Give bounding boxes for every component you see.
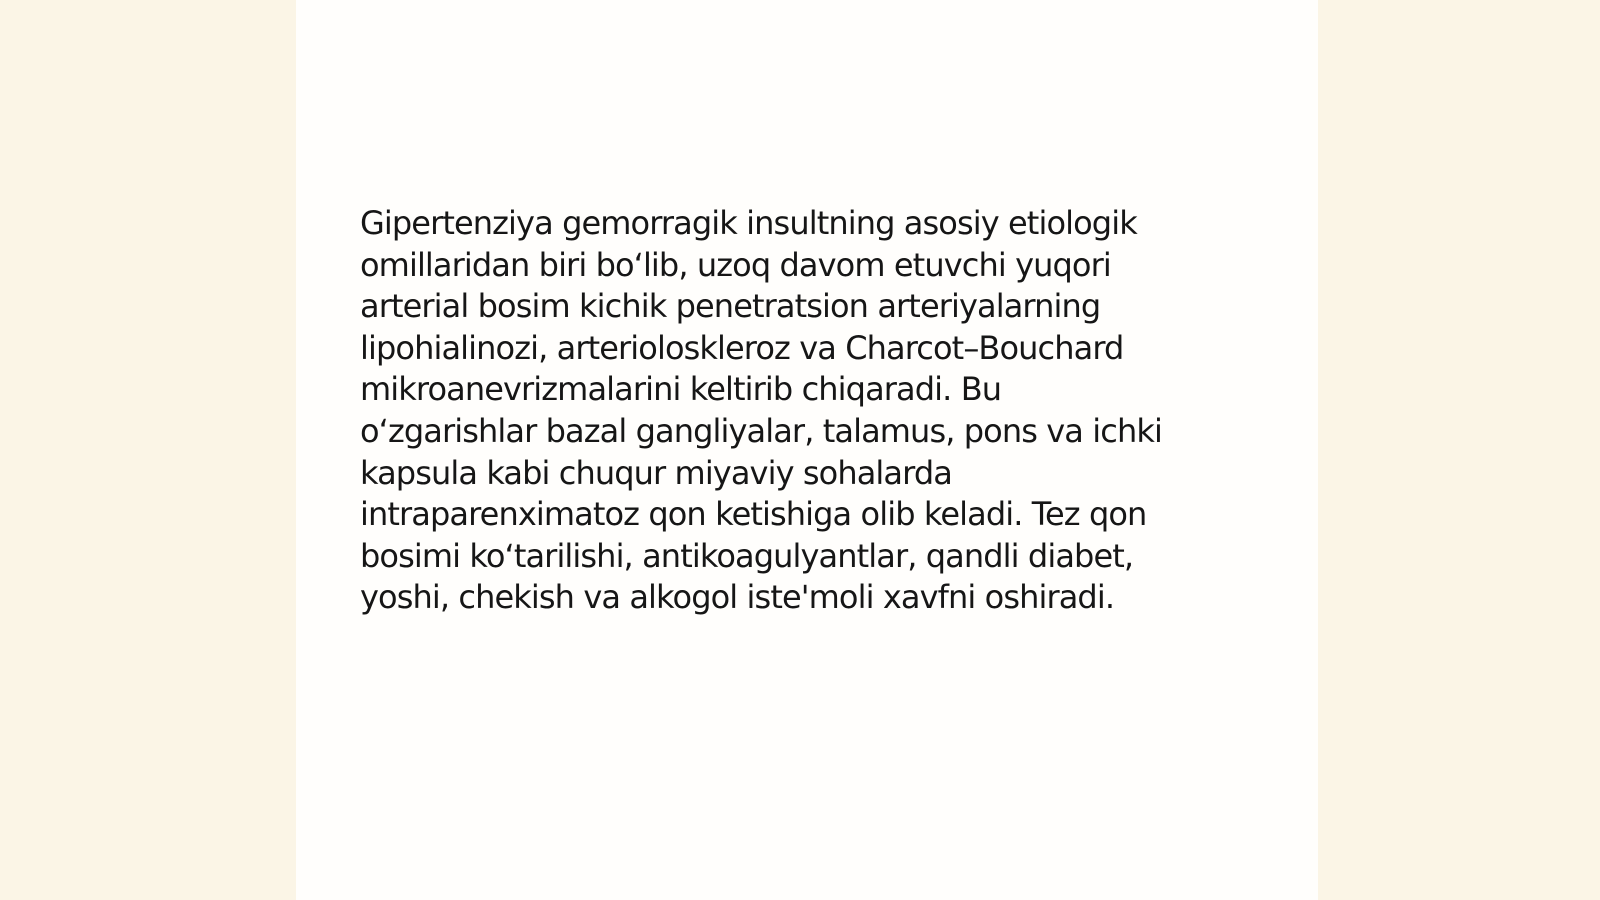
right-margin-background (1318, 0, 1600, 900)
slide-page (296, 0, 1318, 900)
left-margin-background (0, 0, 296, 900)
slide-body-text: Gipertenziya gemorragik insultning asosiy etiologik omillaridan biri bo‘lib, uzoq davom etuvchi yuqori arterial bosim kichik penetratsion arteriyalarning lipohialinozi, arterioloskleroz va Charcot–Bouchard mikroanevrizmalarini keltirib chiqaradi. Bu o‘zgarishlar bazal gangliyalar, talamus, pons va ichki kapsula kabi chuqur miyaviy sohalarda intraparenximatoz qon ketishiga olib keladi. Tez qon bosimi ko‘tarilishi, antikoagulyantlar, qandli diabet, yoshi, chekish va alkogol iste'moli xavfni oshiradi. (360, 204, 1162, 617)
